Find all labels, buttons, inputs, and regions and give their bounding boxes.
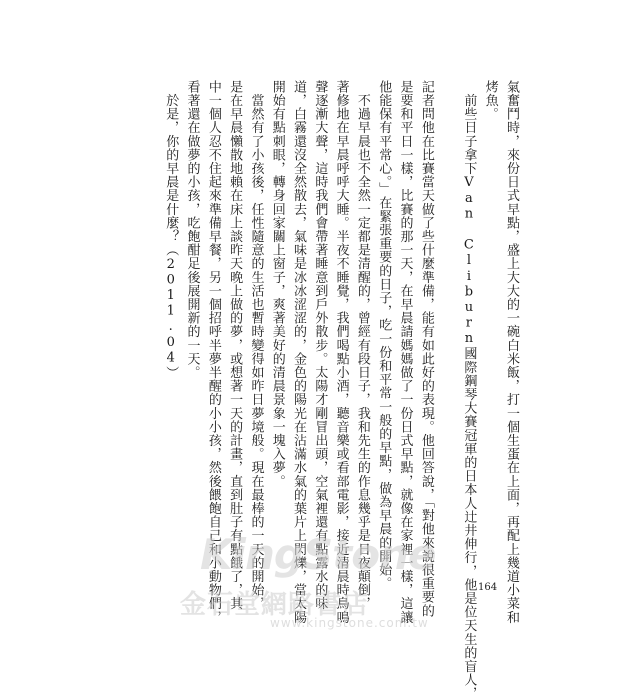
text-line: 他能保有平常心。」在緊張重要的日子，吃一份和平常一般的早點，做為早晨的開始。 <box>376 80 392 591</box>
text-line: 是要和平日一樣，比賽的那一天，在早晨請媽媽做了一份日式早點，就像在家裡一樣，這讓 <box>397 80 413 624</box>
text-line: 當然有了小孩後，任性隨意的生活也暫時變得如昨日夢境般。現在最棒的一天的開始， <box>248 80 264 611</box>
text-line: 看著還在做夢的小孩，吃飽酣足後展開新的一天。 <box>184 80 200 380</box>
text-line: 氣奮鬥時，來份日式早點，盛上大大的一碗白米飯，打一個生蛋在上面，再配上幾道小菜和 <box>504 80 519 624</box>
watermark-store-name: 金石堂網路書店 <box>180 590 370 620</box>
watermark-url: www.kingstone.com.tw <box>270 616 429 630</box>
text-line: 中一個人忍不住起來準備早餐，另一個招呼半夢半醒的小小孩，然後餵飽自己和小動物們， <box>205 80 221 624</box>
text-line: 聲逐漸大聲，這時我們會帶著睡意到戶外散步。太陽才剛冒出頭，空氣裡還有點露水的味 <box>312 80 328 611</box>
page-number: 164 <box>478 582 498 593</box>
text-line: 烤魚。 <box>482 80 498 121</box>
text-line: 記者問他在比賽當天做了些什麼準備，能有如此好的表現。他回答說，「對他來說很重要的 <box>418 80 434 618</box>
text-line: 前些日子拿下Van Cliburn國際鋼琴大賽冠軍的日本人辻井伸行，他是位天生的盲人， <box>461 80 477 700</box>
text-line: 於是，你的早晨是什麼？（2011.04） <box>163 80 179 380</box>
text-line: 不過早晨也不全然一定都是清醒的，曾經有段日子，我和先生的作息幾乎是日夜顛倒， <box>354 80 370 611</box>
watermark-brand: KingStone <box>200 530 436 579</box>
text-line: 著修地在早晨呼呼大睡。半夜不睡覺，我們喝點小酒，聽音樂或看部電影，接近清晨時鳥鳴 <box>333 80 349 624</box>
text-line: 道，白霧還沒全然散去，氣味是冰冰涩涩的，金色的陽光在沾滿水氣的葉片上閃爍，當太陽 <box>291 80 307 624</box>
text-line: 開始有點刺眼，轉身回家關上窗子，爽著美好的清晨景象一塊入夢。 <box>269 80 285 488</box>
text-line: 是在早晨懶散地賴在床上談昨天晚上做的夢，或想著一天的計畫，直到肚子有點餓了，其 <box>227 80 243 611</box>
